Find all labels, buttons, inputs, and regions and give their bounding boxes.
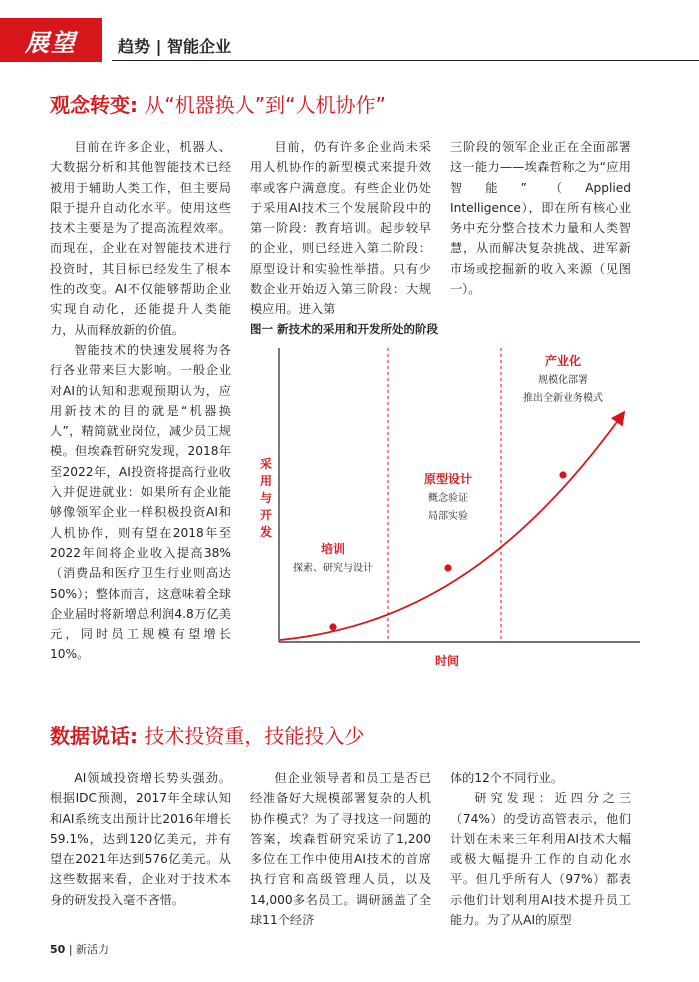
y-axis-char: 用 <box>260 474 273 488</box>
x-axis-label: 时间 <box>434 654 460 668</box>
stage-desc: 局部实验 <box>428 511 468 522</box>
article1-column-2 <box>250 137 431 320</box>
stage-desc: 概念验证 <box>428 493 468 504</box>
y-axis-char: 与 <box>260 491 273 505</box>
y-axis-char: 采 <box>260 457 273 471</box>
stage-point-1 <box>329 623 336 630</box>
header-divider <box>112 60 699 61</box>
section-title: 趋势 | 智能企业 <box>118 37 231 56</box>
article2-heading-bold: 数据说话: <box>50 724 138 748</box>
stage-name-training: 培训 <box>320 542 346 556</box>
stage-point-3 <box>559 471 566 478</box>
article1-column-3 <box>450 137 631 299</box>
article2-heading-rest: 技术投资重，技能投入少 <box>138 724 365 748</box>
page-number: 50 <box>50 943 66 956</box>
paragraph: 但企业领导者和员工是否已经准备好大规模部署复杂的人机协作模式？为了寻找这一问题的答案，埃森哲研究采访了1,200多位在工作中使用AI技术的首席执行官和高级管理人员，以及14,000多名员工。调研涵盖了全球11个经济 <box>250 771 431 928</box>
article1-heading-bold: 观念转变: <box>50 93 138 117</box>
stage-desc: 探索、研究与设计 <box>293 563 373 574</box>
article1-column-1 <box>50 137 231 665</box>
paragraph: 研究发现：近四分之三（74%）的受访高管表示，他们计划在未来三年利用AI技术大幅或极大幅提升工作的自动化水平。但几乎所有人（97%）都表示他们计划利用AI技术提升员工能力。为了从AI的原型 <box>450 791 631 928</box>
stage-desc: 规模化部署 <box>538 375 588 386</box>
paragraph: 智能技术的快速发展将为各行各业带来巨大影响。一般企业对AI的认知和悲观预期认为，应用新技术的目的就是“机器换人”，精简就业岗位，减少员工规模。但埃森哲研究发现，2018年至2022年，AI投资将提高行业收入并促进就业：如果所有企业能够像领军企业一样积极投资AI和人机协作，则有望在2018年至2022年间将企业收入提高38%（消费品和医疗卫生行业则高达50%）；整体而言，这意味着全球企业届时将新增总利润4.8万亿美元，同时员工规模有望增长10%。 <box>50 342 231 662</box>
stage-name-prototype: 原型设计 <box>423 472 473 486</box>
y-axis-char: 开 <box>260 508 273 522</box>
stage-desc: 推出全新业务模式 <box>523 393 603 404</box>
article2-column-1 <box>50 768 231 910</box>
article1-heading-rest: 从“机器换人”到“人机协作” <box>138 93 386 117</box>
stage-point-2 <box>444 564 451 571</box>
article2-column-3 <box>450 768 631 930</box>
y-axis-char: 发 <box>260 525 273 539</box>
magazine-logo: 展望 <box>0 18 102 62</box>
paragraph: 目前，仍有许多企业尚未采用人机协作的新型模式来提升效率或客户满意度。有些企业仍处于采用AI技术三个发展阶段中的第一阶段：教育培训。起步较早的企业，则已经进入第二阶段：原型设计和实验性举措。只有少数企业开始迈入第三阶段：大规模应用。进入第 <box>250 140 431 317</box>
stage-chart <box>250 340 650 670</box>
stage-name-industrialization: 产业化 <box>544 354 582 368</box>
paragraph: 三阶段的领军企业正在全面部署这一能力——埃森哲称之为“应用智能”（Applied Intelligence），即在所有核心业务中充分整合技术力量和人类智慧，从而解决复杂挑战、进军新市场或挖掘新的收入来源（见图一）。 <box>450 140 631 297</box>
growth-curve <box>280 415 622 640</box>
footer-separator: | <box>68 943 77 956</box>
page-footer <box>50 941 109 957</box>
paragraph: 目前在许多企业，机器人、大数据分析和其他智能技术已经被用于辅助人类工作，但主要局限于提升自动化水平。使用这些技术主要是为了提高流程效率。而现在，企业在对智能技术进行投资时，其目标已经发生了根本性的改变。AI不仅能够帮助企业实现自动化，还能提升人类能力，从而释放新的价值。 <box>50 140 231 337</box>
paragraph: 体的12个不同行业。 <box>450 771 564 785</box>
paragraph: AI领域投资增长势头强劲。根据IDC预测，2017年全球认知和AI系统支出预计比2016年增长59.1%，达到120亿美元，并有望在2021年达到576亿美元。从这些数据来看，企业对于技术本身的研发投入毫不吝惜。 <box>50 771 231 907</box>
figure-title: 图一 新技术的采用和开发所处的阶段 <box>250 322 439 336</box>
publication-name: 新活力 <box>76 943 110 956</box>
article1-heading <box>50 89 386 118</box>
article2-heading <box>50 720 364 749</box>
article2-column-2 <box>250 768 431 930</box>
